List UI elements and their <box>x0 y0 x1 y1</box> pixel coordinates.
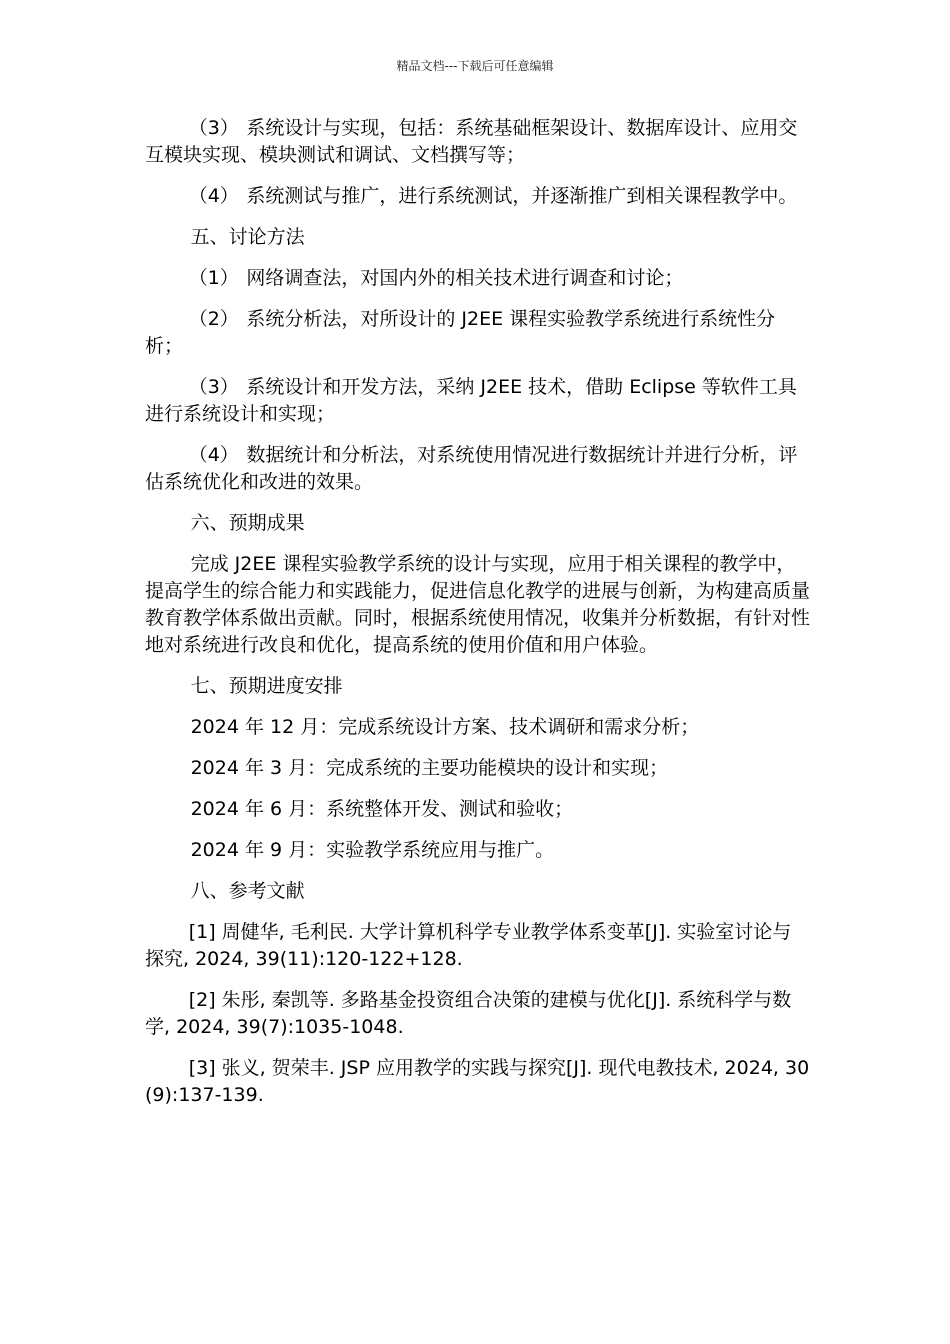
page-header: 精品文档---下载后可任意编辑 <box>396 59 554 73</box>
section-heading: 五、讨论方法 <box>190 226 305 248</box>
item-label: （1） <box>188 267 239 289</box>
item-text: 网络调查法，对国内外的相关技术进行调查和讨论； <box>246 267 684 289</box>
section-heading: 八、参考文献 <box>190 880 305 902</box>
schedule-item: 2024 年 6 月：系统整体开发、测试和验收； <box>190 798 574 820</box>
item-text: 系统测试与推广，进行系统测试，并逐渐推广到相关课程教学中。 <box>246 185 798 207</box>
item-text: 数据统计和分析法，对系统使用情况进行数据统计并进行分析，评估系统优化和改进的效果。 <box>145 444 798 493</box>
schedule-item: 2024 年 3 月：完成系统的主要功能模块的设计和实现； <box>190 757 669 779</box>
schedule-item: 2024 年 9 月：实验教学系统应用与推广。 <box>190 839 555 861</box>
item-label: （3） <box>188 117 239 139</box>
item-label: （2） <box>188 308 239 330</box>
body-paragraph: 完成 J2EE 课程实验教学系统的设计与实现，应用于相关课程的教学中，提高学生的综合能力和实践能力，促进信息化教学的进展与创新，为构建高质量教育教学体系做出贡献。同时，根据系统使用情况，收集并分析数据，有针对性地对系统进行改良和优化，提高系统的使用价值和用户体验。 <box>145 553 811 656</box>
list-item <box>145 374 810 428</box>
item-text: 系统设计与实现，包括：系统基础框架设计、数据库设计、应用交互模块实现、模块测试和调试、文档撰写等； <box>145 117 798 166</box>
item-label: （3） <box>188 376 239 398</box>
list-item <box>145 115 810 169</box>
reference-item: [1] 周健华, 毛利民. 大学计算机科学专业教学体系变革[J]. 实验室讨论与探究, 2024, 39(11):120-122+128. <box>145 921 792 970</box>
item-label: （4） <box>188 444 239 466</box>
item-label: （4） <box>188 185 239 207</box>
list-item <box>145 183 810 210</box>
document-body <box>145 115 810 1123</box>
list-item <box>145 442 810 496</box>
item-text: 系统设计和开发方法，采纳 J2EE 技术，借助 Eclipse 等软件工具进行系统设计和实现； <box>145 376 797 425</box>
schedule-item: 2024 年 12 月：完成系统设计方案、技术调研和需求分析； <box>190 716 700 738</box>
item-text: 系统分析法，对所设计的 J2EE 课程实验教学系统进行系统性分析； <box>145 308 776 357</box>
section-heading: 七、预期进度安排 <box>190 675 343 697</box>
reference-item: [3] 张义, 贺荣丰. JSP 应用教学的实践与探究[J]. 现代电教技术, 2024, 30(9):137-139. <box>145 1057 810 1106</box>
section-heading: 六、预期成果 <box>190 512 305 534</box>
reference-item: [2] 朱彤, 秦凯等. 多路基金投资组合决策的建模与优化[J]. 系统科学与数学, 2024, 39(7):1035-1048. <box>145 989 792 1038</box>
list-item <box>145 265 810 292</box>
list-item <box>145 306 810 360</box>
